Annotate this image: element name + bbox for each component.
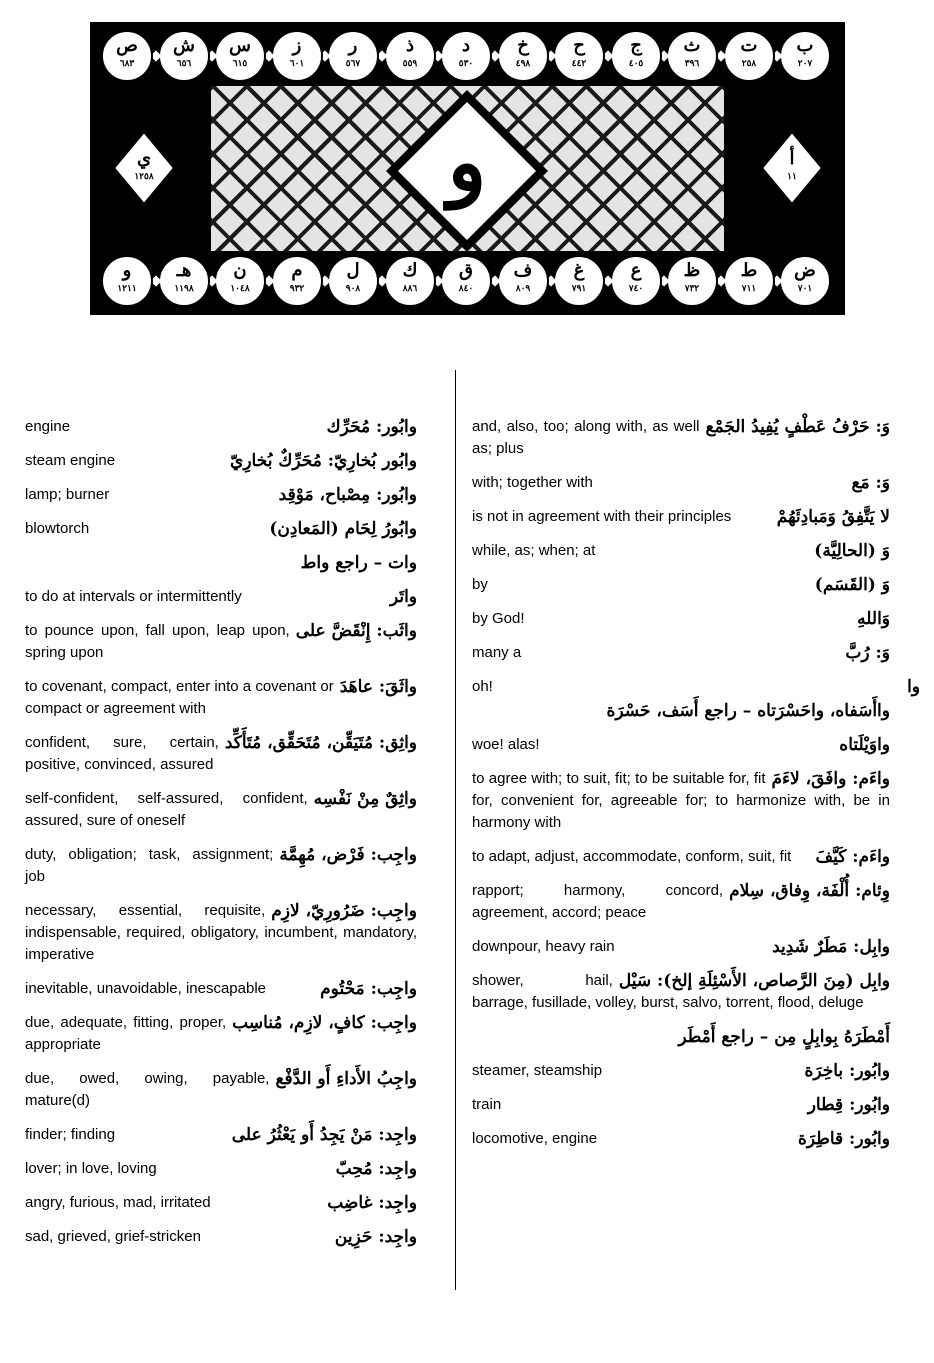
tile-page-number: ١٢١١ [117,284,137,294]
tile-letter: ق [459,260,473,281]
letter-tile[interactable] [610,30,662,82]
english-definition: lover; in love, loving [25,1160,157,1177]
letter-tile[interactable] [101,255,153,307]
arabic-term: وَ: مَع [851,473,890,493]
entry [472,936,890,958]
letter-tile[interactable] [158,255,210,307]
entry [25,900,417,966]
tile-letter: ص [116,35,138,56]
letter-tile[interactable] [214,255,266,307]
english-definition: angry, furious, mad, irritated [25,1194,211,1211]
arabic-term: واوَيْلَتاه [839,735,890,755]
arabic-term: وابُورُ لِحَام (المَعادِن) [269,519,417,539]
english-definition: to adapt, adjust, accommodate, conform, suit, fit [472,848,792,865]
english-definition: many a [472,644,522,661]
arabic-term: لا يَتَّفِقُ وَمَبادِئَهُمْ [776,507,890,527]
arabic-term: وَاللهِ [857,609,890,629]
tile-letter: ب [796,35,814,56]
tile-page-number: ٢٥٨ [741,59,757,69]
tile-letter: ز [292,35,302,56]
side-page: ١٢٥٨ [134,172,154,182]
entry [25,1226,417,1248]
arabic-term: واجِب: ضَرُورِيّ، لازِم [271,901,417,921]
arabic-term: واثِقٌ مِنْ نَفْسِه [313,789,417,809]
arabic-term: وا [907,677,920,697]
arabic-term: واجِد: مَنْ يَجِدُ أَو يَعْثُرُ على [231,1125,417,1145]
tile-page-number: ٣٩٦ [684,59,700,69]
arabic-term: وابُور: باخِرَة [804,1061,890,1081]
arabic-term: واثِق: مُتَيَقِّن، مُتَحَقِّق، مُتَأَكِّد [224,733,417,753]
entry [472,676,920,698]
tile-page-number: ٤٩٨ [515,59,531,69]
tile-letter: ر [348,35,358,56]
tile-page-number: ١٠٤٨ [230,284,250,294]
letter-tile[interactable] [440,30,492,82]
english-definition: by God! [472,610,525,627]
letter-tile[interactable] [101,30,153,82]
english-definition: sad, grieved, grief-stricken [25,1228,201,1245]
arabic-term: واجِبُ الأَداءِ أَو الدَّفْع [275,1069,417,1089]
arabic-term: واثَقَ: عاهَدَ [339,677,417,697]
entry [25,1192,417,1214]
letter-tile[interactable] [440,255,492,307]
tile-page-number: ٦٠١ [289,59,305,69]
side-letter-left[interactable] [114,132,174,204]
tile-page-number: ٧١١ [741,284,757,294]
english-definition: engine [25,418,71,435]
entry [472,734,890,756]
tile-letter: خ [517,35,529,56]
tile-letter: ل [346,260,360,281]
entry [472,846,890,868]
arabic-term: وَ: رُبَّ [845,643,890,663]
column-divider [455,370,456,1290]
tile-page-number: ٩٣٢ [289,284,305,294]
side-letter: أ [789,148,795,169]
section-letter: و [447,115,487,209]
english-definition: to agree with; to suit, fit; to be suitable for, fit for, convenient for, agreeable for; to harmonize with, be in harmony with [472,770,890,831]
entry [472,540,890,562]
arabic-term: وابُور: مِصْباح، مَوْقِد [278,485,417,505]
arabic-term: وَ: حَرْفُ عَطْفٍ يُفِيدُ الجَمْع [705,417,890,437]
english-definition: inevitable, unavoidable, inescapable [25,980,267,997]
tile-letter: ش [173,35,195,56]
tile-page-number: ٦٨٣ [119,59,135,69]
entry [472,1128,890,1150]
letter-tile[interactable] [723,255,775,307]
tile-page-number: ٦١٥ [232,59,248,69]
tile-page-number: ٨٤٠ [458,284,474,294]
arabic-term: واءَم: كَيَّفَ [815,847,890,867]
english-definition: rapport; harmony, concord, agreement, accord; peace [472,882,724,921]
english-definition: steam engine [25,452,116,469]
entry [25,484,417,506]
entry [25,1012,417,1056]
tile-page-number: ٥٦٧ [345,59,361,69]
entry [472,608,890,630]
letter-tile[interactable] [214,30,266,82]
english-definition: to covenant, compact, enter into a covenant or compact or agreement with [25,678,334,717]
arabic-term: واجِب: مَحْتُوم [320,979,417,999]
letter-tile[interactable] [666,30,718,82]
arabic-term: أَمْطَرَهُ بِوابِلٍ مِن – راجع أَمْطَر [678,1027,890,1047]
english-definition: downpour, heavy rain [472,938,615,955]
tile-letter: غ [573,260,585,281]
arabic-term: واجِب: فَرْض، مُهِمَّة [279,845,417,865]
english-definition: while, as; when; at [472,542,596,559]
tile-page-number: ١١٩٨ [174,284,194,294]
tile-page-number: ٥٣٠ [458,59,474,69]
alphabet-banner [90,22,845,315]
english-definition: and, also, too; along with, as well as; plus [472,418,700,457]
english-definition: due, owed, owing, payable, mature(d) [25,1070,270,1109]
tile-page-number: ٥٥٩ [402,59,418,69]
tile-letter: و [122,260,132,281]
entry-crossref [25,552,417,574]
english-definition: with; together with [472,474,593,491]
entry [25,732,417,776]
english-definition: shower, hail, barrage, fusillade, volley, burst, salvo, torrent, flood, deluge [472,972,864,1011]
letter-tile[interactable] [497,30,549,82]
english-definition: finder; finding [25,1126,116,1143]
letter-tile[interactable] [384,255,436,307]
arabic-term: واجِب: كافٍ، لازِم، مُناسِب [232,1013,417,1033]
entry [25,1124,417,1146]
entry [25,676,417,720]
tile-letter: ذ [405,35,414,56]
arabic-term: وِئام: أُلْفَة، وِفاق، سِلام [729,881,890,901]
tile-page-number: ٧٤٠ [628,284,644,294]
arabic-term: وابُور: قاطِرَة [798,1129,890,1149]
entry [472,472,890,494]
letter-tile[interactable] [723,30,775,82]
tile-letter: ث [683,35,701,56]
tile-letter: ك [402,260,418,281]
tile-page-number: ٩٠٨ [345,284,361,294]
arabic-term: وابُور: مُحَرِّك [326,417,417,437]
tile-letter: د [461,35,470,56]
entry [472,768,890,834]
letter-tile[interactable] [327,30,379,82]
entry [472,880,890,924]
arabic-term: وابِل (مِنَ الرَّصاص، الأَسْئِلَةِ إلخ): سَيْل [618,971,890,991]
left-column [25,416,417,1260]
english-definition: lamp; burner [25,486,110,503]
tile-letter: ح [573,35,585,56]
side-letter-right[interactable] [762,132,822,204]
entry [472,1060,890,1082]
entry [25,620,417,664]
letter-tile[interactable] [779,30,831,82]
english-definition: to do at intervals or intermittently [25,588,242,605]
entry [25,518,417,540]
english-definition: to pounce upon, fall upon, leap upon, spring upon [25,622,290,661]
tile-letter: ن [233,260,247,281]
english-definition: train [472,1096,502,1113]
arabic-term: واءَم: وافَقَ، لاءَمَ [771,769,890,789]
letter-tile[interactable] [779,255,831,307]
entry [472,642,890,664]
english-definition: is not in agreement with their principles [472,508,732,525]
entry [25,450,417,472]
tile-letter: س [229,35,251,56]
tile-letter: ط [740,260,758,281]
arabic-term: وات – راجع واط [300,553,417,573]
letter-tile[interactable] [327,255,379,307]
arabic-term: واأَسَفاه، واحَسْرَتاه – راجع أَسَف، حَسْرَة [606,701,890,721]
tile-page-number: ٨٠٩ [515,284,531,294]
tile-letter: ف [513,260,533,281]
entry [25,978,417,1000]
entry [472,506,890,528]
letter-tile[interactable] [271,30,323,82]
english-definition: by [472,576,488,593]
letter-tile[interactable] [610,255,662,307]
arabic-term: واجِد: غاضِب [327,1193,417,1213]
english-definition: blowtorch [25,520,90,537]
tile-letter: هـ [176,260,192,281]
tile-page-number: ٦٥٦ [176,59,192,69]
english-definition: woe! alas! [472,736,540,753]
arabic-term: وابِل: مَطَرٌ شَدِيد [772,937,890,957]
entry [472,574,890,596]
entry [25,1068,417,1112]
entry [25,586,417,608]
letter-tile[interactable] [553,30,605,82]
letter-tile[interactable] [271,255,323,307]
side-page: ١١ [787,172,797,182]
tile-letter: ض [794,260,816,281]
arabic-term: وابُور: قِطار [807,1095,890,1115]
entry [25,788,417,832]
letter-tile[interactable] [384,30,436,82]
entry [25,416,417,438]
tile-page-number: ٧٩١ [571,284,587,294]
tile-letter: ظ [683,260,701,281]
tile-page-number: ٨٨٦ [402,284,418,294]
right-column [472,416,920,1162]
tile-page-number: ٢٠٧ [797,59,813,69]
entry-crossref [472,700,890,722]
side-letter: ي [136,148,152,169]
english-definition: oh! [472,678,493,695]
tile-page-number: ٤٤٢ [571,59,587,69]
arabic-term: وابُور بُخارِيّ: مُحَرِّكٌ بُخارِيّ [230,451,417,471]
tile-letter: م [291,260,303,281]
entry [472,416,890,460]
entry [472,1094,890,1116]
tile-letter: ت [740,35,758,56]
english-definition: duty, obligation; task, assignment; job [25,846,274,885]
english-definition: self-confident, self-assured, confident, assured, sure of oneself [25,790,308,829]
letter-tile[interactable] [158,30,210,82]
tile-page-number: ٤٠٥ [628,59,644,69]
english-definition: steamer, steamship [472,1062,603,1079]
arabic-term: واجِد: حَزِين [334,1227,417,1247]
english-definition: necessary, essential, requisite, indispensable, required, obligatory, incumbent, mandatory, imperative [25,902,417,963]
arabic-term: واجِد: مُحِبّ [335,1159,417,1179]
tile-page-number: ٧٣٢ [684,284,700,294]
english-definition: confident, sure, certain, positive, convinced, assured [25,734,219,773]
tile-letter: ج [630,35,642,56]
tile-letter: ع [630,260,642,281]
tile-page-number: ٧٠١ [797,284,813,294]
letter-tile[interactable] [666,255,718,307]
letter-tile[interactable] [497,255,549,307]
entry [25,1158,417,1180]
arabic-term: واثَب: إِنْقَضَّ على [295,621,417,641]
english-definition: locomotive, engine [472,1130,598,1147]
arabic-term: وَ (الحالِيَّة) [814,541,890,561]
entry [472,970,890,1014]
letter-tile[interactable] [553,255,605,307]
entry [25,844,417,888]
english-definition: due, adequate, fitting, proper, appropriate [25,1014,227,1053]
arabic-term: وَ (القَسَم) [814,575,890,595]
entry-crossref [472,1026,890,1048]
arabic-term: واتَر [389,587,417,607]
